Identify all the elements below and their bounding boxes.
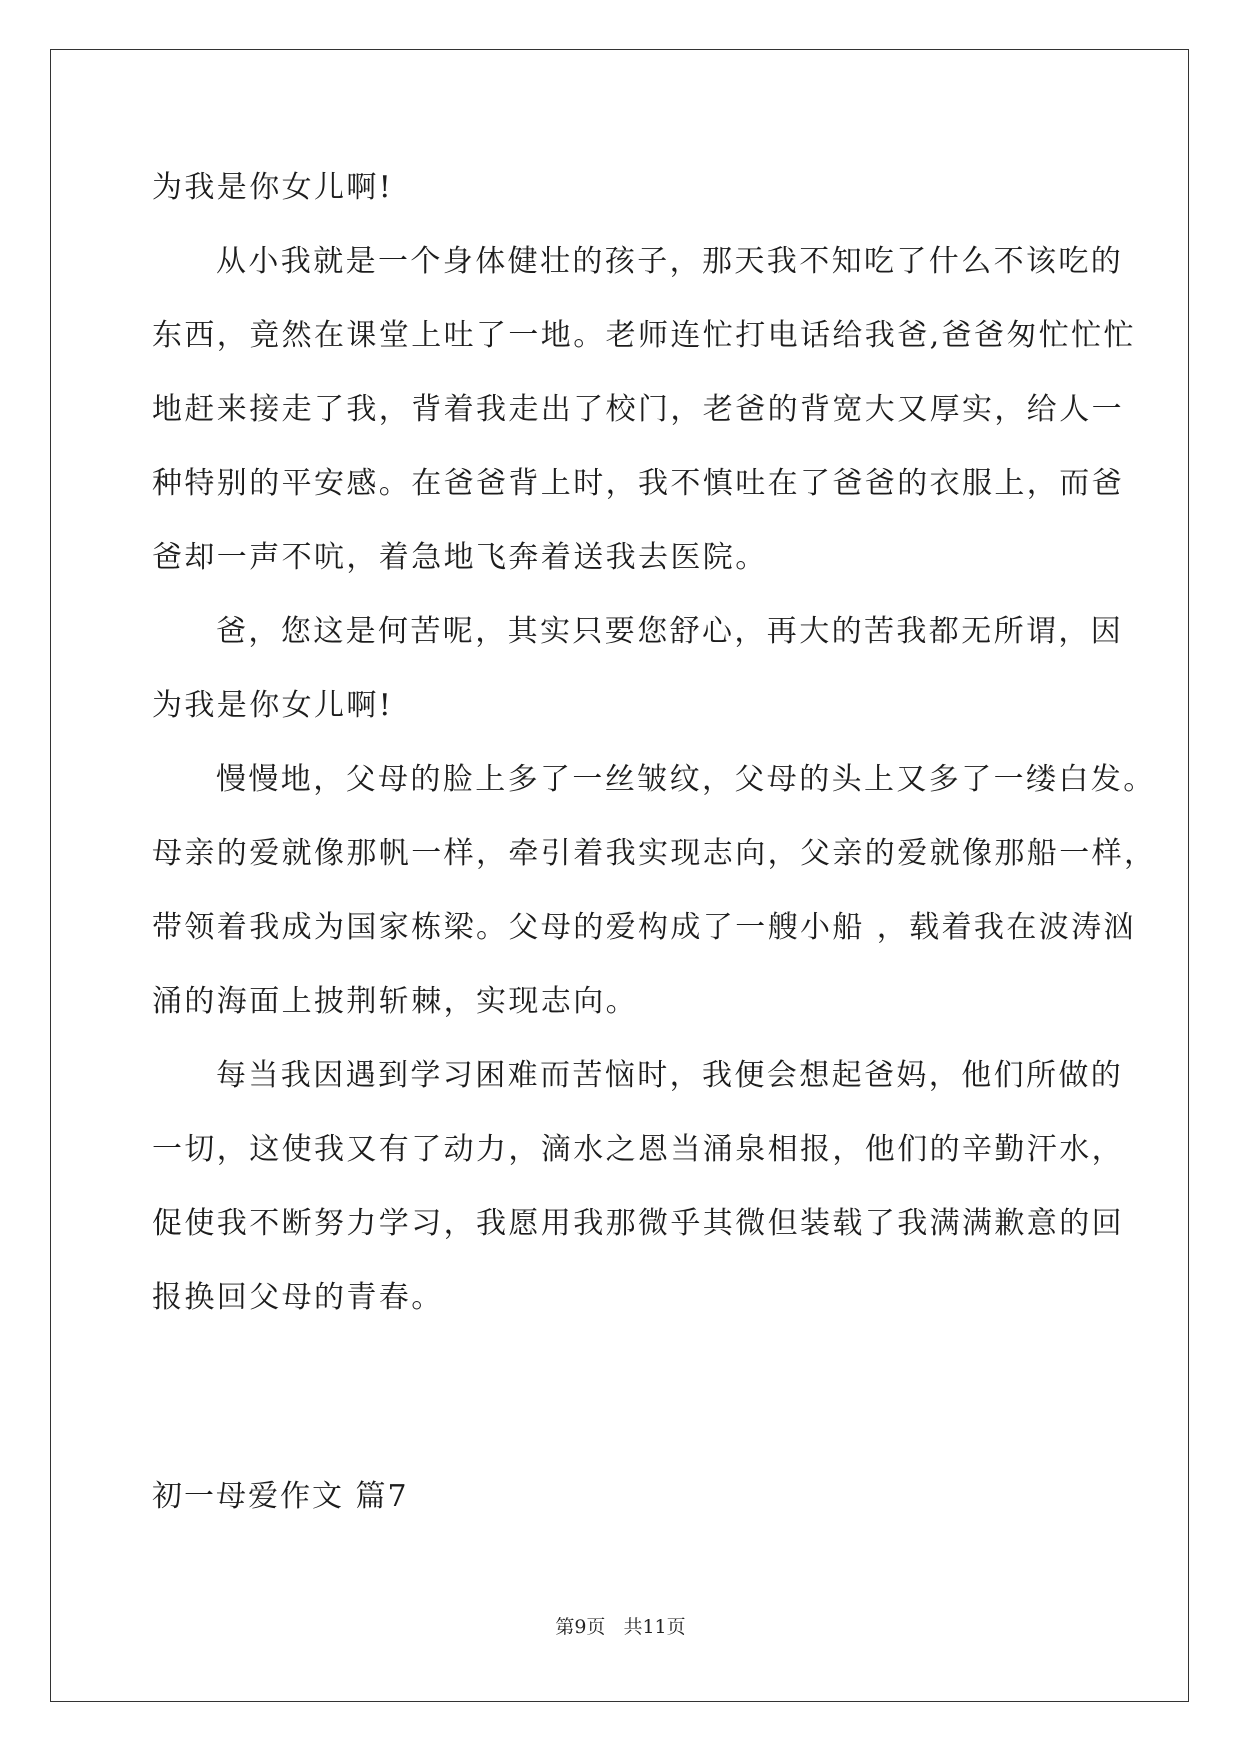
text-line: 母亲的爱就像那帆一样，牵引着我实现志向，父亲的爱就像那船一样， <box>152 836 1157 871</box>
text-line: 为我是你女儿啊! <box>152 688 394 723</box>
text-line: 爸，您这是何苦呢，其实只要您舒心，再大的苦我都无所谓，因 <box>216 614 1124 649</box>
body-text <box>152 151 1157 1335</box>
text-line: 每当我因遇到学习困难而苦恼时，我便会想起爸妈，他们所做的 <box>216 1058 1124 1093</box>
text-line: 爸却一声不吭，着急地飞奔着送我去医院。 <box>152 540 768 575</box>
text-line: 为我是你女儿啊! <box>152 170 394 205</box>
section-heading: 初一母爱作文 篇7 <box>152 1479 409 1514</box>
text-line: 种特别的平安感。在爸爸背上时，我不慎吐在了爸爸的衣服上，而爸 <box>152 466 1124 501</box>
text-line: 报换回父母的青春。 <box>152 1280 444 1315</box>
text-line: 慢慢地，父母的脸上多了一丝皱纹，父母的头上又多了一缕白发。 <box>216 762 1156 797</box>
text-line: 促使我不断努力学习，我愿用我那微乎其微但装载了我满满歉意的回 <box>152 1206 1124 1241</box>
text-line: 一切，这使我又有了动力，滴水之恩当涌泉相报，他们的辛勤汗水， <box>152 1132 1124 1167</box>
text-line: 地赶来接走了我，背着我走出了校门，老爸的背宽大又厚实，给人一 <box>152 392 1124 427</box>
text-line: 从小我就是一个身体健壮的孩子，那天我不知吃了什么不该吃的 <box>216 244 1124 279</box>
text-line: 带领着我成为国家栋梁。父母的爱构成了一艘小船 ，载着我在波涛汹 <box>152 910 1136 945</box>
page-footer <box>0 1612 1241 1639</box>
total-pages: 共11页 <box>623 1616 686 1638</box>
text-line: 东西，竟然在课堂上吐了一地。老师连忙打电话给我爸,爸爸匆忙忙忙 <box>152 318 1136 353</box>
page-number: 第9页 <box>555 1616 606 1638</box>
text-line: 涌的海面上披荆斩棘，实现志向。 <box>152 984 638 1019</box>
